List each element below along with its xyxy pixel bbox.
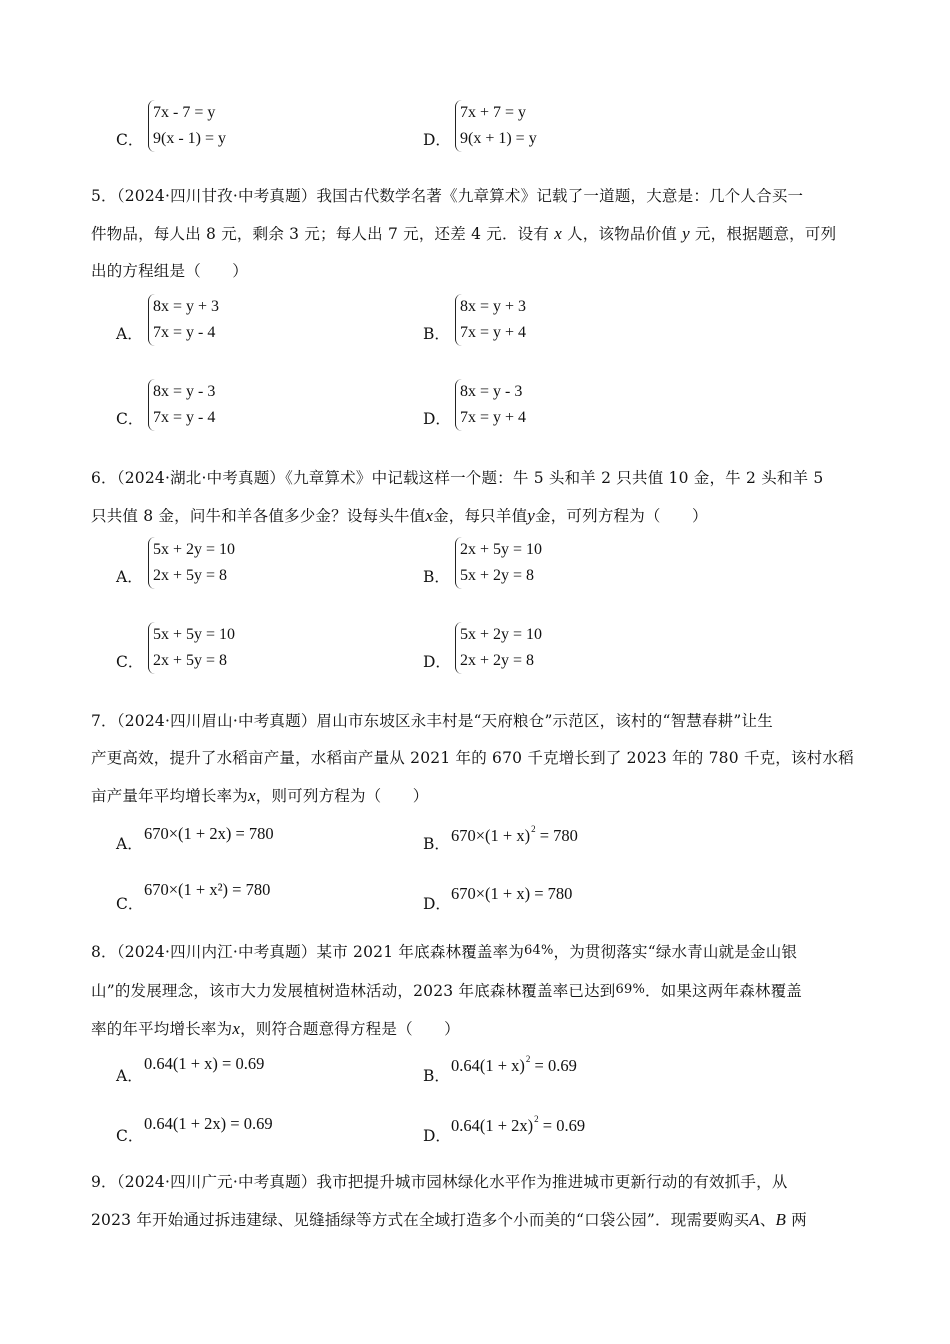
option-label: B． bbox=[423, 835, 450, 853]
question-text: 7．（2024·四川眉山·中考真题）眉山市东坡区永丰村是“天府粮仓”示范区，该村的“智慧春耕”让生 bbox=[91, 712, 773, 730]
equation: 670×(1 + x²) = 780 bbox=[144, 880, 271, 899]
option-label: B． bbox=[423, 568, 450, 586]
equation-system: 8x = y - 3 7x = y - 4 bbox=[148, 379, 215, 431]
equation: 0.64(1 + 2x) = 0.69 bbox=[144, 1114, 273, 1133]
equation-system: 8x = y + 3 7x = y - 4 bbox=[148, 294, 219, 346]
question-text: 亩产量年平均增长率为x，则可列方程为（ ） bbox=[91, 786, 429, 805]
question-8 bbox=[91, 932, 861, 1048]
equation-system bbox=[455, 100, 537, 152]
option-label: D． bbox=[423, 1127, 451, 1145]
question-text: 只共值 8 金，问牛和羊各值多少金？设每头牛值x金，每只羊值y金，可列方程为（ ） bbox=[91, 506, 708, 525]
question-5 bbox=[91, 178, 861, 290]
option-label: A． bbox=[116, 835, 143, 853]
equation: $0.64(1 + x)^2 = 0.69$ bbox=[451, 1054, 577, 1075]
equation: $670\times(1 + x)^2 = 780$ bbox=[451, 824, 578, 845]
question-text: 9．（2024·四川广元·中考真题）我市把提升城市园林绿化水平作为推进城市更新行动的有效抓手，从 bbox=[91, 1173, 788, 1191]
equation-line: 9(x - 1) = y bbox=[153, 130, 227, 147]
equation-system bbox=[148, 100, 226, 152]
equation: $0.64(1 + 2x)^2 = 0.69$ bbox=[451, 1114, 586, 1135]
option-label: A． bbox=[116, 568, 143, 586]
option-label: C． bbox=[116, 410, 144, 428]
option-label: C． bbox=[116, 1127, 144, 1145]
option-label: D． bbox=[423, 410, 451, 428]
option-label: C． bbox=[116, 653, 144, 671]
option-label: C． bbox=[116, 131, 144, 149]
equation-system: 8x = y + 3 7x = y + 4 bbox=[455, 294, 526, 346]
question-text: 6．（2024·湖北·中考真题）《九章算术》中记载这样一个题：牛 5 头和羊 2 只共值 10 金，牛 2 头和羊 5 bbox=[91, 469, 824, 487]
equation: 0.64(1 + x) = 0.69 bbox=[144, 1054, 265, 1073]
question-text: 5．（2024·四川甘孜·中考真题）我国古代数学名著《九章算术》记载了一道题，大意是：几个人合买一 bbox=[91, 187, 804, 205]
option-label: D． bbox=[423, 131, 451, 149]
equation-line: 7x - 7 = y bbox=[153, 104, 216, 121]
option-label: A． bbox=[116, 325, 143, 343]
question-6 bbox=[91, 460, 861, 535]
option-label: D． bbox=[423, 653, 451, 671]
equation-system: 5x + 5y = 10 2x + 5y = 8 bbox=[148, 622, 235, 674]
option-label: C． bbox=[116, 895, 144, 913]
equation-line: 7x + 7 = y bbox=[460, 104, 527, 121]
option-label: B． bbox=[423, 325, 450, 343]
equation-system: 5x + 2y = 10 2x + 2y = 8 bbox=[455, 622, 542, 674]
question-text: 2023 年开始通过拆违建绿、见缝插绿等方式在全域打造多个小而美的“口袋公园”．现需要购买A、B 两 bbox=[91, 1210, 807, 1229]
equation-system: 5x + 2y = 10 2x + 5y = 8 bbox=[148, 537, 235, 589]
equation: 670×(1 + 2x) = 780 bbox=[144, 824, 274, 843]
option-label: A． bbox=[116, 1067, 143, 1085]
equation: 670×(1 + x) = 780 bbox=[451, 884, 573, 903]
equation-system: 2x + 5y = 10 5x + 2y = 8 bbox=[455, 537, 542, 589]
equation-line: 9(x + 1) = y bbox=[460, 130, 537, 147]
question-text: 率的年平均增长率为x，则符合题意得方程是（ ） bbox=[91, 1019, 460, 1038]
option-label: D． bbox=[423, 895, 451, 913]
question-text: 8．（2024·四川内江·中考真题）某市 2021 年底森林覆盖率为64%，为贯彻落实“绿水青山就是金山银 bbox=[91, 943, 798, 961]
option-label: B． bbox=[423, 1067, 450, 1085]
equation-system: 8x = y - 3 7x = y + 4 bbox=[455, 379, 526, 431]
question-9 bbox=[91, 1164, 861, 1239]
question-text: 件物品，每人出 8 元，剩余 3 元；每人出 7 元，还差 4 元．设有 x 人，该物品价值 y 元，根据题意，可列 bbox=[91, 224, 837, 243]
question-text: 出的方程组是（ ） bbox=[91, 262, 249, 280]
question-7 bbox=[91, 703, 861, 815]
question-text: 产更高效，提升了水稻亩产量，水稻亩产量从 2021 年的 670 千克增长到了 2023 年的 780 千克，该村水稻 bbox=[91, 749, 854, 767]
question-text: 山”的发展理念，该市大力发展植树造林活动，2023 年底森林覆盖率已达到69%．如果这两年森林覆盖 bbox=[91, 982, 803, 1000]
